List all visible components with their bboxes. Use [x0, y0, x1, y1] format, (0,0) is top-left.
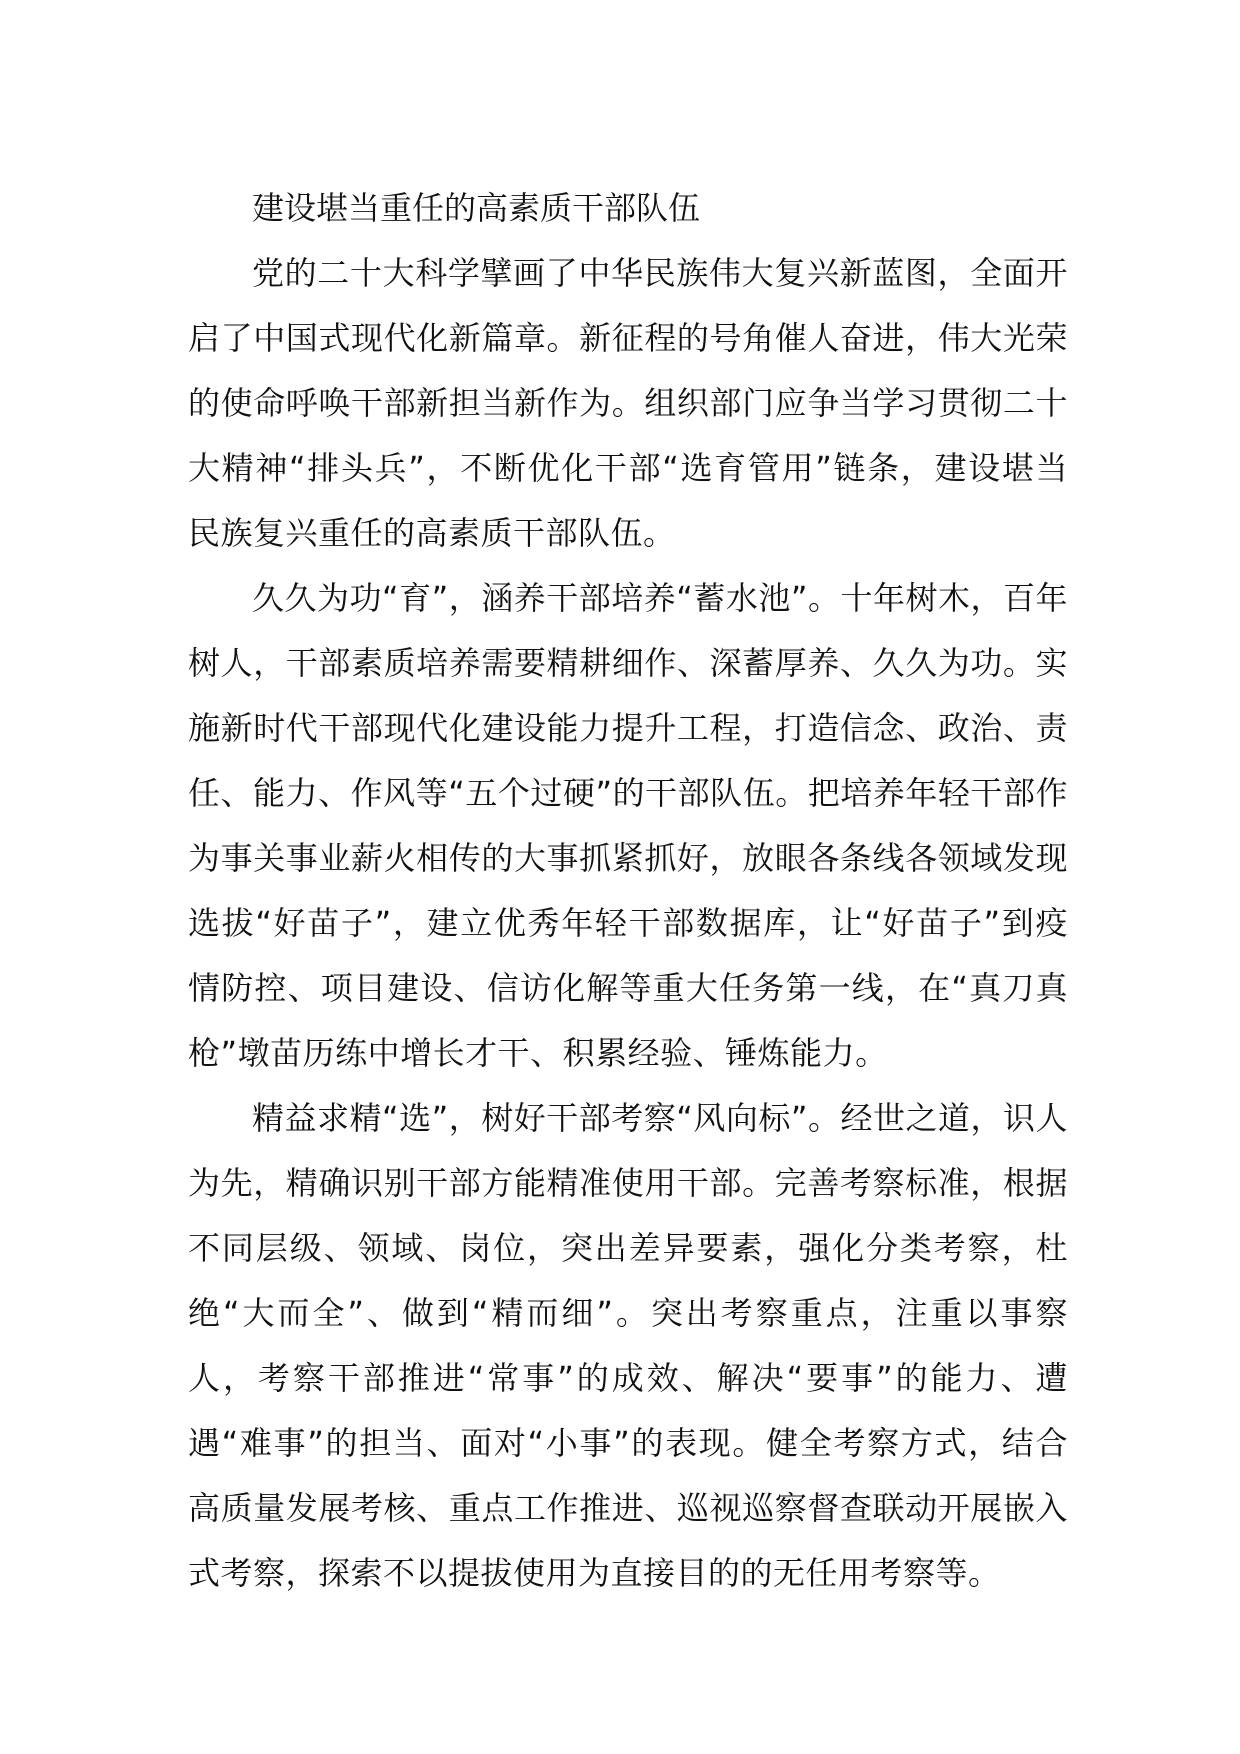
paragraph-3: 精益求精“选”，树好干部考察“风向标”。经世之道，识人为先，精确识别干部方能精准使用干部。完善考察标准，根据不同层级、领域、岗位，突出差异要素，强化分类考察，杜绝“大而全”、做到“精而细”。突出考察重点，注重以事察人，考察干部推进“常事”的成效、解决“要事”的能力、遭遇“难事”的担当、面对“小事”的表现。健全考察方式，结合高质量发展考核、重点工作推进、巡视巡察督查联动开展嵌入式考察，探索不以提拔使用为直接目的的无任用考察等。	[188, 1099, 1068, 1592]
document-body	[188, 176, 1068, 1606]
paragraph-2: 久久为功“育”，涵养干部培养“蓄水池”。十年树木，百年树人，干部素质培养需要精耕细作、深蓄厚养、久久为功。实施新时代干部现代化建设能力提升工程，打造信念、政治、责任、能力、作风等“五个过硬”的干部队伍。把培养年轻干部作为事关事业薪火相传的大事抓紧抓好，放眼各条线各领域发现选拔“好苗子”，建立优秀年轻干部数据库，让“好苗子”到疫情防控、项目建设、信访化解等重大任务第一线，在“真刀真枪”墩苗历练中增长才干、积累经验、锤炼能力。	[188, 579, 1068, 1072]
paragraph-1: 党的二十大科学擘画了中华民族伟大复兴新蓝图，全面开启了中国式现代化新篇章。新征程的号角催人奋进，伟大光荣的使命呼唤干部新担当新作为。组织部门应争当学习贯彻二十大精神“排头兵”，不断优化干部“选育管用”链条，建设堪当民族复兴重任的高素质干部队伍。	[188, 254, 1068, 552]
document-title: 建设堪当重任的高素质干部队伍	[252, 189, 701, 227]
